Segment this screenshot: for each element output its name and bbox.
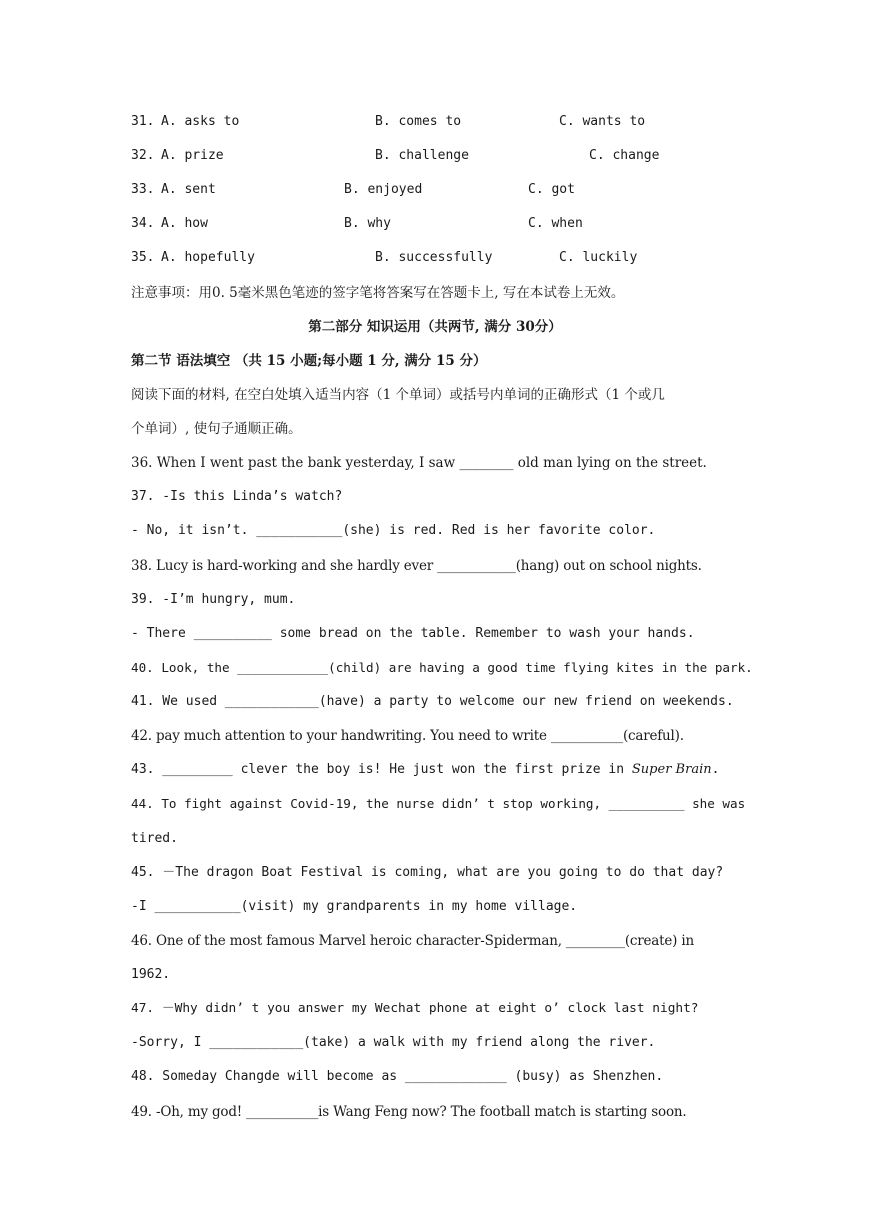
instructions-line-1: 阅读下面的材料, 在空白处填入适当内容（1 个单词）或括号内单词的正确形式（1 个或几 <box>131 387 665 403</box>
section-title: 第二节 语法填空 （共 15 小题;每小题 1 分, 满分 15 分） <box>131 353 487 369</box>
question-39-line-1: 39. -I’m hungry, mum. <box>131 592 296 607</box>
option-a: A. prize <box>161 148 224 163</box>
option-b: B. successfully <box>375 250 493 265</box>
question-44-line-2: tired. <box>131 831 178 846</box>
question-45-line-1: 45. －The dragon Boat Festival is coming, what are you going to do that day? <box>131 865 724 880</box>
option-c: C. got <box>528 182 575 197</box>
question-number: 31. <box>131 114 155 129</box>
question-43-end: . <box>711 762 720 777</box>
instructions-line-2: 个单词）, 使句子通顺正确。 <box>131 421 302 437</box>
option-c: C. luckily <box>559 250 638 265</box>
question-number: 35. <box>131 250 155 265</box>
question-43-text: 43. _________ clever the boy is! He just won the first prize in <box>131 762 632 777</box>
question-47-line-1: 47. －Why didn’ t you answer my Wechat phone at eight o’ clock last night? <box>131 1001 699 1016</box>
question-46-line-1: 46. One of the most famous Marvel heroic character-Spiderman, _________(create) in <box>131 933 694 949</box>
question-47-line-2: -Sorry, I ____________(take) a walk with my friend along the river. <box>131 1035 656 1050</box>
question-number: 33. <box>131 182 155 197</box>
question-46-line-2: 1962. <box>131 967 171 982</box>
option-a: A. asks to <box>161 114 240 129</box>
question-44-line-1: 44. To fight against Covid-19, the nurse didn’ t stop working, __________ she was <box>131 796 746 811</box>
option-a: A. sent <box>161 182 216 197</box>
part-title: 第二部分 知识运用（共两节, 满分 30分） <box>308 319 562 335</box>
question-36: 36. When I went past the bank yesterday, I saw ________ old man lying on the street. <box>131 455 707 471</box>
option-a: A. how <box>161 216 208 231</box>
option-b: B. challenge <box>375 148 469 163</box>
option-c: C. wants to <box>559 114 646 129</box>
option-b: B. enjoyed <box>344 182 423 197</box>
question-42: 42. pay much attention to your handwriting. You need to write ___________(careful). <box>131 728 684 744</box>
question-number: 34. <box>131 216 155 231</box>
question-43-italic-title: Super Brain <box>631 762 712 777</box>
notice-text: 注意事项：用0. 5毫米黑色笔迹的签字笔将答案写在答题卡上, 写在本试卷上无效。 <box>131 285 625 301</box>
question-37-line-2: - No, it isn’t. ___________(she) is red. Red is her favorite color. <box>131 523 656 538</box>
question-48: 48. Someday Changde will become as _____________ (busy) as Shenzhen. <box>131 1069 664 1084</box>
question-40: 40. Look, the ____________(child) are having a good time flying kites in the park. <box>131 660 753 675</box>
question-39-line-2: - There __________ some bread on the table. Remember to wash your hands. <box>131 626 695 641</box>
question-number: 32. <box>131 148 155 163</box>
option-a: A. hopefully <box>161 250 255 265</box>
option-c: C. change <box>589 148 660 163</box>
option-c: C. when <box>528 216 583 231</box>
question-45-line-2: -I ___________(visit) my grandparents in my home village. <box>131 899 578 914</box>
option-b: B. why <box>344 216 391 231</box>
question-37-line-1: 37. -Is this Linda’s watch? <box>131 489 343 504</box>
question-38: 38. Lucy is hard-working and she hardly ever ____________(hang) out on school nights. <box>131 558 702 574</box>
question-41: 41. We used ____________(have) a party to welcome our new friend on weekends. <box>131 694 734 709</box>
question-43 <box>131 760 739 780</box>
option-b: B. comes to <box>375 114 462 129</box>
question-49: 49. -Oh, my god! ___________is Wang Feng now? The football match is starting soon. <box>131 1104 687 1120</box>
